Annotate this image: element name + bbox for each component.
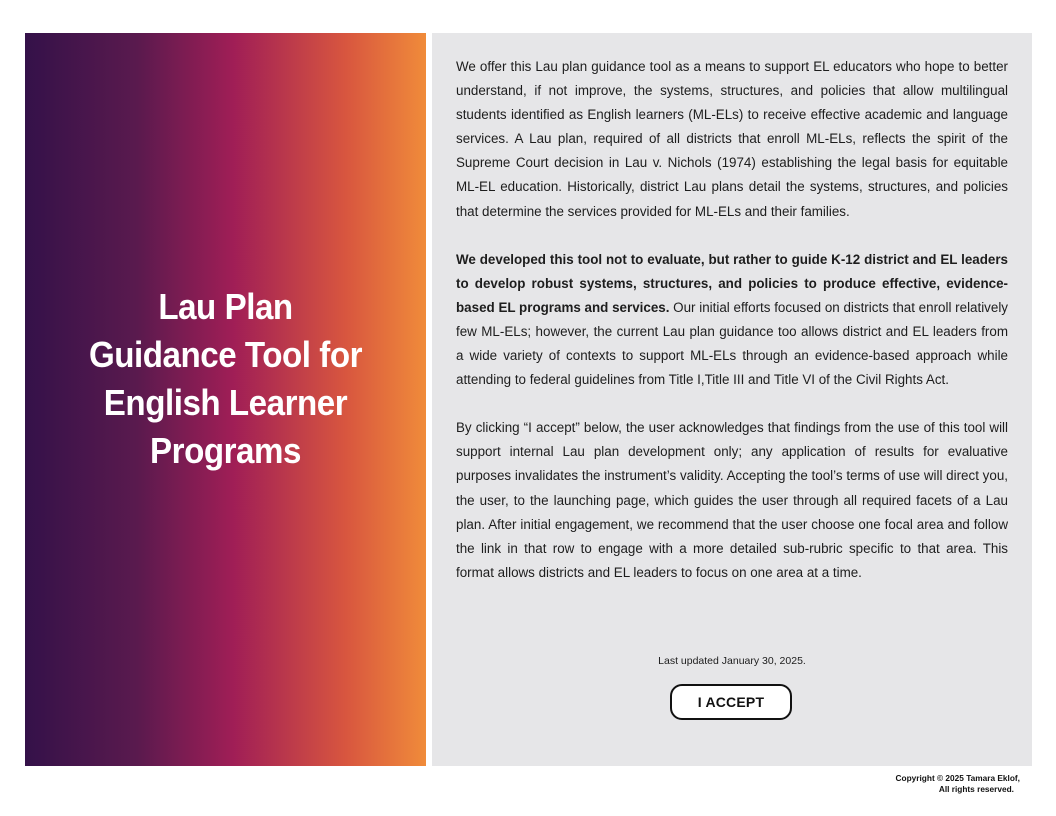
copyright-line-1: Copyright © 2025 Tamara Eklof, [895, 773, 1020, 783]
hero-title-line-3: English Learner [103, 382, 348, 423]
hero-title [41, 283, 410, 475]
terms-text [456, 55, 1008, 585]
hero-title-line-1: Lau Plan [158, 286, 293, 327]
hero-panel [25, 33, 426, 766]
last-updated-text: Last updated January 30, 2025. [658, 655, 806, 667]
copyright-notice [820, 773, 1020, 795]
purpose-paragraph [456, 248, 1008, 393]
hero-title-line-4: Programs [150, 430, 301, 471]
copyright-line-2: All rights reserved. [938, 784, 1014, 794]
purpose-paragraph-rest: Our initial efforts focused on districts that enroll relatively few ML-ELs; however, the current Lau plan guidance too allows district and EL leaders from a wide variety of contexts to support ML-ELs through an evidence-based approach while attending to federal guidelines from Title I,Title III and Title VI of the Civil Rights Act. [456, 299, 1008, 388]
terms-paragraph: By clicking “I accept” below, the user acknowledges that findings from the use of this tool will support internal Lau plan development only; any application of results for evaluative purposes invalidates the instrument’s validity. Accepting the tool’s terms of use will direct you, the user, to the launching page, which guides the user through all required facets of a Lau plan. After initial engagement, we recommend that the user choose one focal area and follow the link in that row to engage with a more detailed sub-rubric specific to that area. This format allows districts and EL leaders to focus on one area at a time. [456, 420, 1008, 580]
hero-title-line-2: Guidance Tool for [88, 334, 363, 375]
accept-button[interactable]: I ACCEPT [670, 684, 792, 720]
purpose-paragraph-bold: We developed this tool not to evaluate, but rather to guide K-12 district and EL leaders to develop robust systems, structures, and policies to produce effective, evidence-based EL programs and services. [456, 251, 1008, 315]
intro-paragraph: We offer this Lau plan guidance tool as a means to support EL educators who hope to better understand, if not improve, the systems, structures, and policies that allow multilingual students identified as English learners (ML-ELs) to receive effective academic and language services. A Lau plan, required of all districts that enroll ML-ELs, reflects the spirit of the Supreme Court decision in Lau v. Nichols (1974) establishing the legal basis for equitable ML-EL education. Historically, district Lau plans detail the systems, structures, and policies that determine the services provided for ML-ELs and their families. [456, 59, 1008, 219]
terms-panel [432, 33, 1032, 766]
